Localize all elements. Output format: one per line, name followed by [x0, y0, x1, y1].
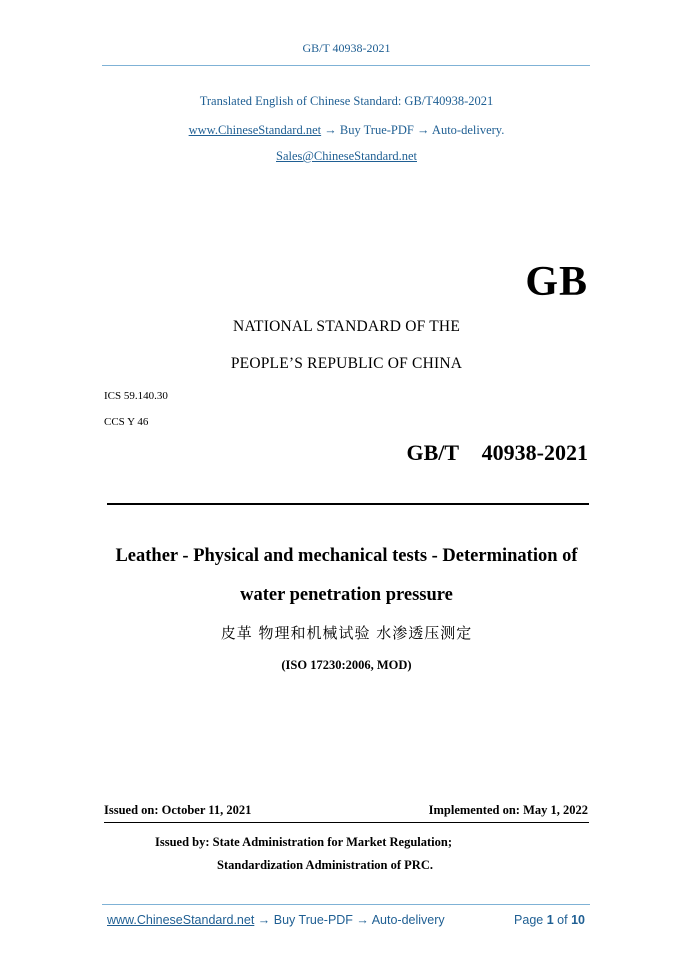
translated-notice: Translated English of Chinese Standard: GB/T40938-2021 [199, 94, 494, 108]
header-divider [102, 65, 590, 66]
standard-number: GB/T 40938-2021 [406, 440, 588, 465]
site-link[interactable]: www.ChineseStandard.net [188, 123, 322, 137]
footer-promo [107, 913, 445, 927]
promo-line [0, 123, 693, 138]
sales-line [0, 149, 693, 164]
standard-divider [107, 503, 589, 505]
page-indicator [514, 913, 585, 927]
footer-site-link[interactable]: www.ChineseStandard.net [107, 913, 255, 927]
promo-text: → Buy True-PDF → Auto-delivery. [321, 123, 505, 137]
national-standard-line2: PEOPLE’S REPUBLIC OF CHINA [230, 355, 463, 372]
date-divider [104, 822, 589, 823]
title-chinese: 皮革 物理和机械试验 水渗透压测定 [220, 624, 473, 642]
page-label: Page [514, 913, 544, 927]
page-current: 1 [546, 913, 554, 927]
title-line2: water penetration pressure [240, 585, 453, 605]
gb-mark: GB [525, 259, 588, 305]
issued-on-date: Issued on: October 11, 2021 [104, 803, 252, 817]
page-total: 10 [571, 913, 585, 927]
ccs-code: CCS Y 46 [104, 416, 149, 428]
sales-email-link[interactable]: Sales@ChineseStandard.net [276, 149, 417, 163]
footer-divider [102, 904, 590, 905]
implemented-on-date: Implemented on: May 1, 2022 [428, 803, 588, 817]
ics-code: ICS 59.140.30 [104, 390, 168, 402]
issuer-line2: Standardization Administration of PRC. [217, 858, 433, 872]
page-of: of [557, 913, 568, 927]
issuer-line1: Issued by: State Administration for Market Regulation; [155, 835, 452, 849]
footer-promo-text: → Buy True-PDF → Auto-delivery [254, 913, 445, 927]
title-line1: Leather - Physical and mechanical tests - Determination of [115, 546, 578, 566]
header-doc-id: GB/T 40938-2021 [302, 41, 391, 55]
national-standard-line1: NATIONAL STANDARD OF THE [232, 318, 460, 335]
iso-reference: (ISO 17230:2006, MOD) [281, 658, 412, 672]
